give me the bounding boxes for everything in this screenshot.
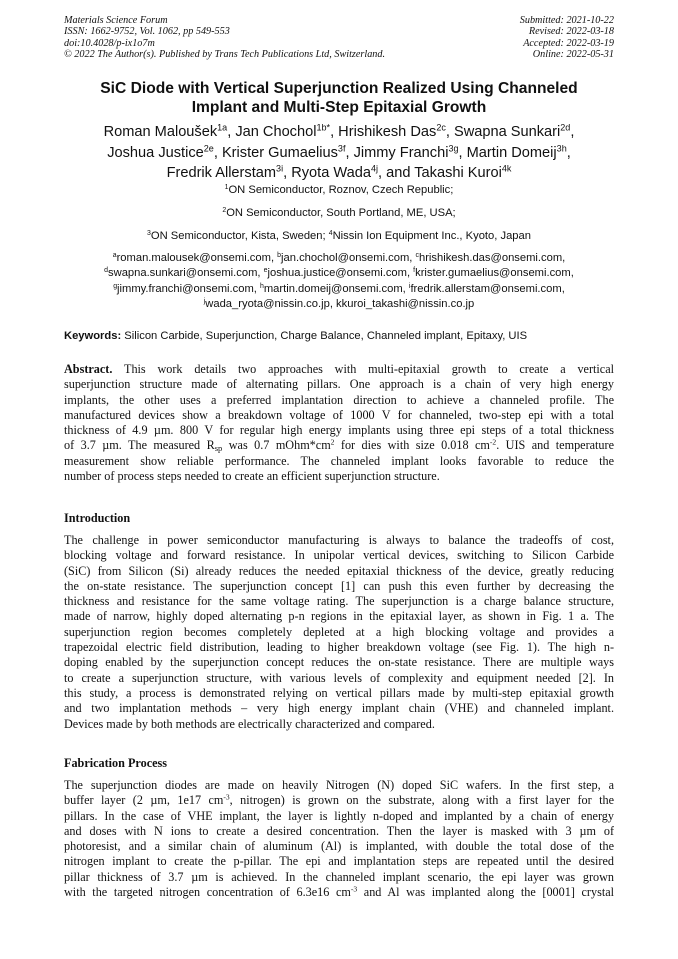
email-link[interactable]: jan.chochol@onsemi.com <box>281 252 410 264</box>
author-name: Hrishikesh Das <box>338 124 437 140</box>
author-mark: 2c <box>436 122 446 133</box>
text-line: number of process steps needed to create an efficient superjunction structure. <box>64 469 440 484</box>
separator: , <box>345 144 354 161</box>
superscript: -3 <box>350 885 358 894</box>
text-line <box>64 362 614 377</box>
line-text: . UIS and temperature <box>496 438 614 453</box>
text-line: pillar thickness of 3.7 µm is achieved. In the channeled implant scenario, the epi layer was grown <box>64 869 614 884</box>
author-line <box>30 143 648 164</box>
author-mark: 3h <box>556 143 567 154</box>
text-line: The challenge in power semiconductor manufacturing is always to balance the tradeoffs of cost, <box>64 533 614 547</box>
author-name: Swapna Sunkari <box>453 124 561 140</box>
email-list <box>20 251 658 313</box>
separator: , <box>330 124 339 140</box>
separator: , <box>562 252 566 264</box>
separator: , <box>406 267 414 280</box>
line-text: for dies with size 0.018 cm <box>334 438 490 453</box>
affiliation-text: Nissin Ion Equipment Inc., Kyoto, Japan <box>332 230 531 242</box>
email-mark: d <box>104 267 109 275</box>
email-mark: j <box>203 298 206 306</box>
text-line: and two implantation methods – very high energy implant chain (VHE) and channeled implant. <box>64 701 614 716</box>
text-line: doping enabled by the superjunction concept reduces the on-state resistance. There are multiple ways <box>64 655 614 670</box>
author-line <box>30 122 648 143</box>
separator: , <box>253 282 260 295</box>
text-line: thickness of 4.9 µm. 800 V for regular high energy implants using three epi steps of a total thickness <box>64 423 614 438</box>
separator: , <box>570 124 575 140</box>
email-link[interactable]: hrishikesh.das@onsemi.com <box>418 252 563 264</box>
line-text: and Al was implanted along the [0001] crystal <box>357 885 614 900</box>
text-line: pillars. In the case of VHE implant, the layer is lightly n-doped and implanted by a chain of energy <box>64 808 614 823</box>
email-mark: e <box>263 267 268 275</box>
superscript: 2 <box>330 438 335 447</box>
email-mark: g <box>113 282 118 290</box>
revised-date: Revised: 2022-03-18 <box>528 26 614 38</box>
author-name: Joshua Justice <box>107 144 204 161</box>
author-name: Fredrik Allerstam <box>166 165 277 181</box>
text-line: implants, the other uses a preferred implantation direction to achieve a channeled profile. The <box>64 392 614 407</box>
author-mark: 2d <box>560 122 571 133</box>
email-mark: a <box>112 251 117 259</box>
text-line: nitrogen implant to create the p-pillar. The epi and implantation steps are repeated until the desired <box>64 854 614 869</box>
text-line: photoresist, and a similar chain of aluminum (Al) is implanted, with double the total dose of the <box>64 839 614 854</box>
keywords <box>64 330 614 342</box>
email-link[interactable]: kkuroi_takashi@nissin.co.jp <box>336 298 475 311</box>
affiliation-text: ON Semiconductor, Roznov, Czech Republic; <box>228 184 454 196</box>
accepted-date: Accepted: 2022-03-19 <box>523 37 614 49</box>
author-mark: 4k <box>501 163 512 174</box>
author-line <box>30 163 648 184</box>
author-mark: 1a <box>217 122 228 133</box>
separator: , <box>566 144 571 161</box>
journal-issn: ISSN: 1662-9752, Vol. 1062, pp 549-553 <box>64 26 230 38</box>
text-line: manufactured devices show a breakdown voltage of 1000 V for channeled, two-step epi with a total <box>64 407 614 422</box>
author-list <box>30 122 648 184</box>
email-link[interactable]: joshua.justice@onsemi.com <box>267 267 407 280</box>
affiliation-3-4 <box>30 230 648 242</box>
text-line: Devices made by both methods are electrically characterized and compared. <box>64 716 435 731</box>
fabrication-paragraph <box>64 778 614 900</box>
author-name: Roman Maloušek <box>103 124 218 140</box>
journal-header <box>64 15 385 61</box>
email-mark: c <box>415 251 419 259</box>
line-text: was 0.7 mOhm*cm <box>222 438 331 453</box>
author-name: Ryota Wada <box>291 165 371 181</box>
online-date: Online: 2022-05-31 <box>532 49 614 61</box>
text-line: measurement show reliable performance. The channeled implant looks favorable to reduce the <box>64 453 614 468</box>
line-text: of 3.7 µm. The measured R <box>64 438 215 453</box>
title-line: SiC Diode with Vertical Superjunction Realized Using Channeled <box>100 80 578 97</box>
author-name: Jimmy Franchi <box>353 144 449 161</box>
superscript: -3 <box>223 793 230 802</box>
text-line: to create a superjunction structure, with various levels of complexity and equipment needed [2]. In <box>64 670 614 685</box>
text-line: The superjunction diodes are made on heavily Nitrogen (N) doped SiC wafers. In the first step, a <box>64 778 614 792</box>
affiliation-text: ON Semiconductor, Kista, Sweden; <box>150 230 329 242</box>
author-mark: 3i <box>276 163 284 174</box>
email-line <box>20 251 658 266</box>
keywords-text: Silicon Carbide, Superjunction, Charge Balance, Channeled implant, Epitaxy, UIS <box>121 330 528 342</box>
email-mark: f <box>413 267 416 275</box>
email-line <box>20 266 658 281</box>
text-line: this study, a process is demonstrated relying on vertical pillars made by multi-step epitaxial growth <box>64 685 614 700</box>
dates-header <box>520 15 614 61</box>
separator: , and <box>378 165 415 181</box>
line-text: with the targeted nitrogen concentration of 6.3e16 cm <box>64 885 351 900</box>
section-heading-fabrication: Fabrication Process <box>64 756 168 770</box>
text-line: blocking voltage and forward resistance. In unipolar vertical devices, switching to Silicon Carbide <box>64 548 614 563</box>
separator: , <box>270 252 278 264</box>
line-text: This work details two approaches with multi-epitaxial growth to create a vertical <box>112 362 614 376</box>
affiliation-1 <box>30 184 648 196</box>
separator: , <box>445 124 454 140</box>
separator: , <box>402 282 409 295</box>
text-line: trapezoidal electric field distribution, leading to higher breakdown voltage (see Fig. 1). The high n- <box>64 640 614 655</box>
author-mark: 1b* <box>316 122 331 133</box>
author-mark: 2e <box>203 143 214 154</box>
abstract-paragraph <box>64 362 614 484</box>
email-link[interactable]: krister.gumaelius@onsemi.com <box>415 267 571 280</box>
email-link[interactable]: fredrik.allerstam@onsemi.com <box>410 282 562 295</box>
journal-name: Materials Science Forum <box>64 15 168 26</box>
journal-doi: doi:10.4028/p-ix1o7m <box>64 37 155 49</box>
superscript: -2 <box>489 438 497 447</box>
separator: , <box>570 267 574 280</box>
author-name: Jan Chochol <box>235 124 317 140</box>
subscript: sp <box>214 443 223 454</box>
title-line: Implant and Multi-Step Epitaxial Growth <box>191 99 487 116</box>
text-line: made of narrow, highly doped alternating p-n regions in the epitaxial layer, as shown in Fig. 1 a. The <box>64 609 614 624</box>
email-mark: h <box>260 282 264 290</box>
introduction-paragraph <box>64 533 614 732</box>
author-mark: 3g <box>448 143 459 154</box>
email-link[interactable]: jimmy.franchi@onsemi.com <box>117 282 254 295</box>
author-name: Takashi Kuroi <box>414 165 502 181</box>
text-line: (SiC) from Silicon (Si) already reduces the needed epitaxial thickness of the device, greatly reducing <box>64 563 614 578</box>
line-text: , nitrogen) is grown on the substrate, along with a first layer for the <box>229 793 614 808</box>
paper-title <box>40 79 638 117</box>
email-line <box>20 297 658 312</box>
email-link[interactable]: martin.domeij@onsemi.com <box>263 282 403 295</box>
affiliation-mark: 4 <box>328 229 333 237</box>
text-line: superjunction region becomes completely depleted at a high blocking voltage and provides a <box>64 624 614 639</box>
text-line: thickness and resistance for the same voltage rating. The superjunction is a charge balance structure, <box>64 594 614 609</box>
text-line <box>64 793 614 808</box>
separator: , <box>409 252 416 264</box>
text-line <box>64 438 614 453</box>
email-link[interactable]: roman.malousek@onsemi.com <box>116 252 271 264</box>
author-mark: 4j <box>370 163 379 174</box>
author-mark: 3f <box>337 143 346 154</box>
email-mark: b <box>277 251 282 259</box>
submitted-date: Submitted: 2021-10-22 <box>519 15 614 26</box>
separator: , <box>458 144 467 161</box>
email-link[interactable]: wada_ryota@nissin.co.jp <box>205 298 330 311</box>
separator: , <box>283 165 292 181</box>
email-mark: i <box>408 282 411 290</box>
text-line: and doses with N ions to create a desired concentration. Then the layer is masked with 3 µm of <box>64 823 614 838</box>
affiliation-mark: 3 <box>147 229 151 237</box>
copyright-notice: © 2022 The Author(s). Published by Trans Tech Publications Ltd, Switzerland. <box>64 49 386 61</box>
affiliation-mark: 2 <box>222 206 227 214</box>
author-name: Krister Gumaelius <box>221 144 338 161</box>
affiliation-text: ON Semiconductor, South Portland, ME, USA; <box>226 207 456 219</box>
separator: , <box>257 267 264 280</box>
affiliation-2 <box>30 207 648 219</box>
author-name: Martin Domeij <box>466 144 557 161</box>
keywords-label: Keywords: <box>64 330 122 342</box>
separator: , <box>213 144 222 161</box>
separator: , <box>227 124 236 140</box>
text-line <box>64 885 614 900</box>
text-line: superjunction structure made of alternating pillars. One approach is a chain of very high energy <box>64 377 614 392</box>
email-link[interactable]: swapna.sunkari@onsemi.com <box>108 267 258 280</box>
abstract-label: Abstract. <box>64 362 113 376</box>
line-text: buffer layer (2 µm, 1e17 cm <box>64 793 224 808</box>
affiliation-mark: 1 <box>224 183 229 191</box>
separator: , <box>329 298 337 311</box>
section-heading-introduction: Introduction <box>64 511 131 525</box>
email-line <box>20 282 658 297</box>
separator: , <box>561 282 565 295</box>
text-line: the on-state resistance. The superjunction concept [1] can push this even further by decreasing the <box>64 578 614 593</box>
